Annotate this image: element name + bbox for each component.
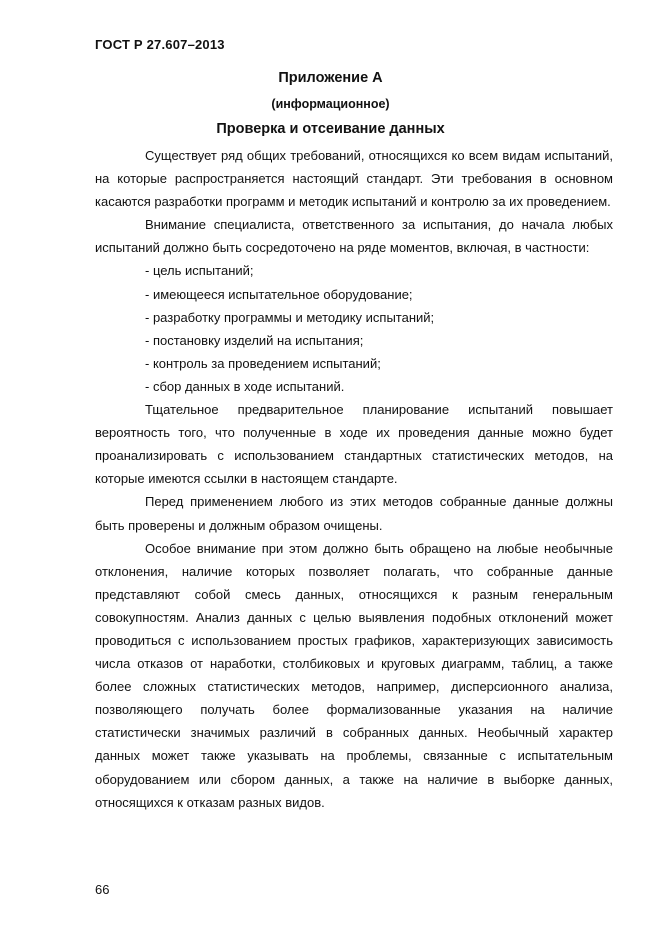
appendix-title: Приложение А bbox=[278, 70, 383, 86]
document-body bbox=[95, 144, 613, 814]
paragraph: Тщательное предварительное планирование испытаний повышает вероятность того, что полученные в ходе их проведения данные можно будет проанализировать с использованием стандартных статистических методов, на которые имеются ссылки в настоящем стандарте. bbox=[95, 402, 613, 487]
list-item: - контроль за проведением испытаний; bbox=[145, 355, 381, 371]
page-number: 66 bbox=[95, 882, 110, 897]
list-item: - постановку изделий на испытания; bbox=[145, 332, 364, 348]
appendix-heading: Проверка и отсеивание данных bbox=[216, 121, 445, 137]
list-item: - разработку программы и методику испытаний; bbox=[145, 309, 435, 325]
list-item: - цель испытаний; bbox=[145, 263, 254, 279]
paragraph: Существует ряд общих требований, относящихся ко всем видам испытаний, на которые распространяется настоящий стандарт. Эти требования в основном касаются разработки программ и методик испытаний и контролю за их проведением. bbox=[95, 148, 613, 210]
list-item: - сбор данных в ходе испытаний. bbox=[145, 378, 345, 394]
paragraph: Особое внимание при этом должно быть обращено на любые необычные отклонения, наличие которых позволяет полагать, что собранные данные представляют собой смесь данных, относящихся к разным генеральным совокупностям. Анализ данных с целью выявления подобных отклонений может проводиться с использованием простых графиков, характеризующих зависимость числа отказов от наработки, столбиковых и круговых диаграмм, таблиц, а также более сложных статистических методов, например, дисперсионного анализа, позволяющего получать более формализованные указания на наличие статистически значимых различий в собранных данных. Необычный характер данных может также указывать на проблемы, связанные с испытательным оборудованием или сбором данных, а также на наличие в выборке данных, относящихся к отказам разных видов. bbox=[95, 540, 613, 810]
paragraph: Перед применением любого из этих методов собранные данные должны быть проверены и должным образом очищены. bbox=[95, 494, 613, 533]
appendix-subtitle: (информационное) bbox=[271, 97, 390, 111]
paragraph: Внимание специалиста, ответственного за испытания, до начала любых испытаний должно быть сосредоточено на ряде моментов, включая, в частности: bbox=[95, 217, 613, 256]
list-item: - имеющееся испытательное оборудование; bbox=[145, 286, 413, 302]
document-header: ГОСТ Р 27.607–2013 bbox=[95, 37, 225, 52]
